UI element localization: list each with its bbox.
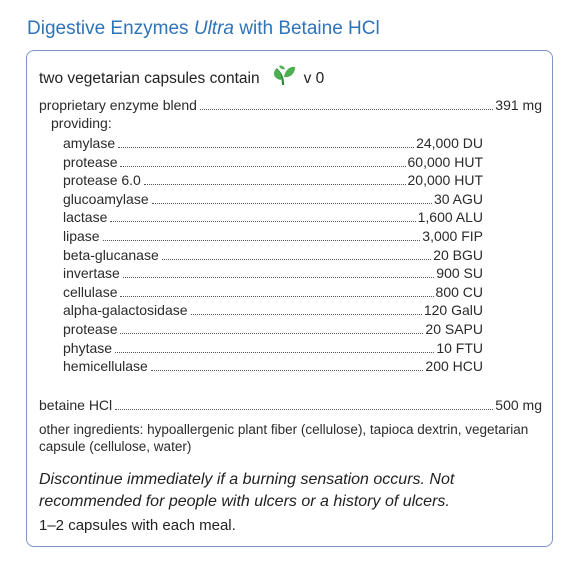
enzyme-amount: 20,000 HUT	[407, 172, 483, 189]
enzyme-amount: 120 GalU	[423, 302, 483, 319]
betaine-name: betaine HCl	[39, 397, 113, 413]
enzyme-name: glucoamylase	[63, 190, 149, 207]
enzyme-name: cellulase	[63, 283, 118, 300]
enzyme-row	[63, 265, 483, 281]
enzyme-row	[63, 228, 483, 244]
enzyme-name: phytase	[63, 339, 113, 356]
leader-dots	[103, 240, 421, 241]
dosage-text: 1–2 capsules with each meal.	[39, 517, 236, 534]
enzyme-row	[63, 284, 483, 300]
warning-text: Discontinue immediately if a burning sensation occurs. Not recommended for people with ulcers or a history of ulcers.	[39, 471, 455, 510]
enzyme-name: lipase	[63, 228, 100, 244]
enzyme-amount: 10 FTU	[436, 339, 483, 356]
blend-name: proprietary enzyme blend	[39, 97, 197, 113]
serving-suffix: v 0	[303, 70, 325, 87]
enzyme-name: invertase	[63, 265, 120, 282]
enzyme-name: hemicellulase	[63, 358, 148, 375]
other-ingredients: other ingredients: hypoallergenic plant fiber (cellulose), tapioca dextrin, vegetarian capsule (cellulose, water)	[39, 422, 529, 454]
leader-dots	[118, 147, 414, 148]
leader-dots	[120, 166, 405, 167]
vegetarian-leaf-icon	[270, 64, 296, 86]
title-suffix: with Betaine HCl	[233, 18, 380, 39]
title-italic: Ultra	[193, 18, 234, 39]
enzyme-amount: 20 SAPU	[425, 321, 483, 337]
blend-amount: 391 mg	[495, 97, 542, 113]
enzyme-name: lactase	[63, 209, 108, 226]
leader-dots	[120, 296, 433, 297]
enzyme-row	[63, 209, 483, 225]
betaine-amount: 500 mg	[495, 397, 542, 413]
leader-dots	[120, 333, 423, 334]
enzyme-amount: 20 BGU	[433, 246, 483, 263]
enzyme-row	[63, 154, 483, 170]
enzyme-name: protease 6.0	[63, 172, 141, 189]
enzyme-amount: 60,000 HUT	[407, 153, 483, 170]
enzyme-row	[63, 340, 483, 356]
leader-dots	[123, 277, 434, 278]
enzyme-row	[63, 135, 483, 151]
betaine-row	[39, 397, 542, 413]
enzyme-amount: 1,600 ALU	[417, 209, 483, 226]
enzyme-amount: 900 SU	[436, 265, 483, 282]
enzyme-amount: 200 HCU	[425, 358, 483, 375]
enzyme-row	[63, 172, 483, 188]
enzyme-name: protease	[63, 321, 118, 337]
leader-dots	[191, 314, 422, 315]
enzyme-row	[63, 358, 483, 374]
leader-dots	[162, 259, 431, 260]
leader-dots	[200, 109, 493, 110]
leader-dots	[115, 352, 434, 353]
leader-dots	[152, 203, 432, 204]
enzyme-row	[63, 321, 483, 337]
enzyme-name: amylase	[63, 135, 116, 151]
leader-dots	[151, 370, 424, 371]
enzyme-row	[63, 247, 483, 263]
leader-dots	[110, 221, 415, 222]
leader-dots	[115, 409, 493, 410]
serving-line	[39, 68, 324, 90]
enzyme-row	[63, 302, 483, 318]
blend-row	[39, 97, 542, 113]
title-prefix: Digestive Enzymes	[27, 18, 194, 39]
enzyme-name: protease	[63, 153, 118, 170]
enzyme-name: alpha-galactosidase	[63, 302, 188, 319]
enzyme-name: beta-glucanase	[63, 246, 159, 263]
enzyme-amount: 30 AGU	[433, 190, 483, 207]
enzyme-amount: 24,000 DU	[416, 135, 483, 151]
serving-text: two vegetarian capsules contain	[39, 70, 260, 87]
product-title	[27, 18, 380, 40]
leader-dots	[144, 184, 406, 185]
supplement-facts-box	[26, 50, 553, 547]
enzyme-amount: 3,000 FIP	[422, 228, 483, 244]
enzyme-row	[63, 191, 483, 207]
enzyme-amount: 800 CU	[435, 283, 483, 300]
providing-label: providing:	[51, 115, 112, 131]
